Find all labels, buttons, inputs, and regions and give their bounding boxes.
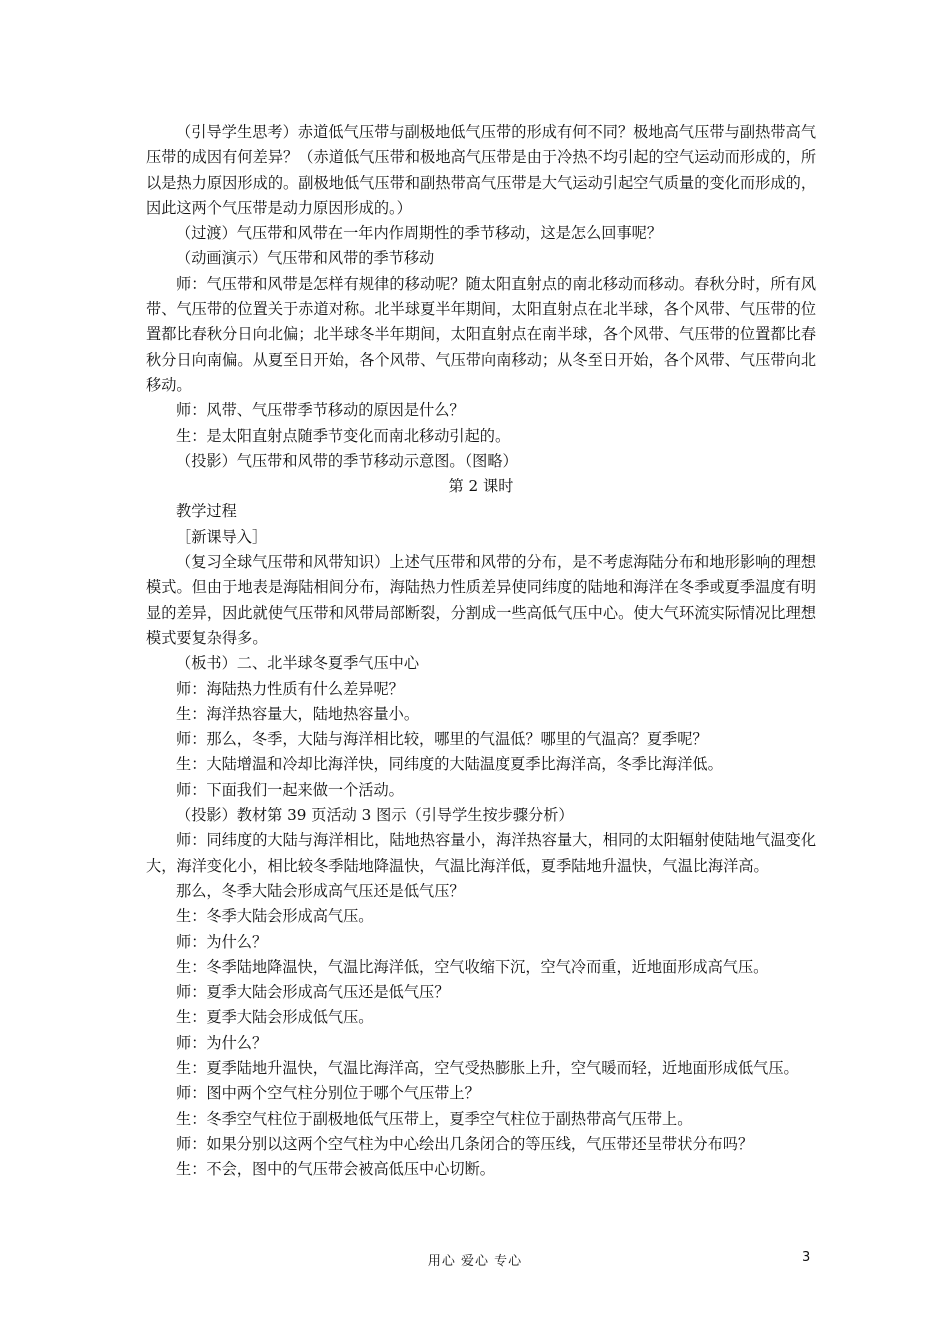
- paragraph: 师：夏季大陆会形成高气压还是低气压？: [176, 983, 450, 1002]
- footer-motto: 用心 爱心 专心: [427, 1254, 523, 1269]
- paragraph: （过渡）气压带和风带在一年内作周期性的季节移动，这是怎么回事呢？: [176, 224, 662, 243]
- paragraph: 那么，冬季大陆会形成高气压还是低气压？: [176, 881, 465, 900]
- paragraph: （投影）气压带和风带的季节移动示意图。（图略）: [176, 451, 518, 470]
- paragraph: 生：冬季陆地降温快，气温比海洋低，空气收缩下沉，空气冷而重，近地面形成高气压。: [176, 957, 769, 976]
- paragraph: 师：为什么？: [176, 1033, 268, 1052]
- paragraph: 生：夏季大陆会形成低气压。: [176, 1008, 374, 1027]
- paragraph: 生：冬季大陆会形成高气压。: [176, 907, 374, 926]
- paragraph: 师：气压带和风带是怎样有规律的移动呢？随太阳直射点的南北移动而移动。春秋分时，所有风带、气压带的位置关于赤道对称。北半球夏半年期间，太阳直射点在北半球，各个风带、气压带的位置都比春秋分日向北偏；北半球冬半年期间，太阳直射点在南半球，各个风带、气压带的位置都比春秋分日向南偏。从夏至日开始，各个风带、气压带向南移动；从冬至日开始，各个风带、气压带向北移动。: [146, 274, 816, 394]
- paragraph: （引导学生思考）赤道低气压带与副极地低气压带的形成有何不同？极地高气压带与副热带高气压带的成因有何差异？（赤道低气压带和极地高气压带是由于冷热不均引起的空气运动而形成的，所以是热力原因形成的。副极地低气压带和副热带高气压带是大气运动引起空气质量的变化而形成的，因此这两个气压带是动力原因形成的。）: [146, 123, 816, 217]
- paragraph: 生：不会，图中的气压带会被高低压中心切断。: [176, 1160, 495, 1179]
- paragraph: 师：为什么？: [176, 932, 268, 951]
- paragraph: （动画演示）气压带和风带的季节移动: [176, 249, 435, 268]
- paragraph: 生：海洋热容量大，陆地热容量小。: [176, 704, 419, 723]
- paragraph: （板书）二、北半球冬夏季气压中心: [176, 654, 419, 673]
- paragraph: 生：冬季空气柱位于副极地低气压带上，夏季空气柱位于副热带高气压带上。: [176, 1109, 693, 1128]
- paragraph: （投影）教材第 39 页活动 3 图示（引导学生按步骤分析）: [176, 806, 574, 825]
- page-number: 3: [802, 1250, 811, 1265]
- paragraph: 师：如果分别以这两个空气柱为中心绘出几条闭合的等压线，气压带还呈带状分布吗？: [176, 1134, 754, 1153]
- paragraph: ［新课导入］: [176, 527, 268, 546]
- paragraph: 生：夏季陆地升温快，气温比海洋高，空气受热膨胀上升，空气暖而轻，近地面形成低气压。: [176, 1058, 799, 1077]
- document-body: [146, 120, 816, 1182]
- paragraph: 师：图中两个空气柱分别位于哪个气压带上？: [176, 1084, 480, 1103]
- paragraph: 生：大陆增温和冷却比海洋快，同纬度的大陆温度夏季比海洋高，冬季比海洋低。: [176, 755, 723, 774]
- paragraph: 师：下面我们一起来做一个活动。: [176, 780, 404, 799]
- section-heading: 第 2 课时: [448, 477, 514, 496]
- paragraph: 生：是太阳直射点随季节变化而南北移动引起的。: [176, 426, 511, 445]
- paragraph: （复习全球气压带和风带知识）上述气压带和风带的分布，是不考虑海陆分布和地形影响的理想模式。但由于地表是海陆相间分布，海陆热力性质差异使同纬度的陆地和海洋在冬季或夏季温度有明显的差异，因此就使气压带和风带局部断裂，分割成一些高低气压中心。使大气环流实际情况比理想模式要复杂得多。: [146, 553, 816, 647]
- paragraph: 师：同纬度的大陆与海洋相比，陆地热容量小，海洋热容量大，相同的太阳辐射使陆地气温变化大，海洋变化小，相比较冬季陆地降温快，气温比海洋低，夏季陆地升温快，气温比海洋高。: [146, 831, 816, 875]
- paragraph: 师：海陆热力性质有什么差异呢？: [176, 679, 404, 698]
- paragraph: 师：那么，冬季，大陆与海洋相比较，哪里的气温低？哪里的气温高？夏季呢？: [176, 730, 708, 749]
- paragraph: 师：风带、气压带季节移动的原因是什么？: [176, 401, 465, 420]
- paragraph: 教学过程: [176, 502, 237, 521]
